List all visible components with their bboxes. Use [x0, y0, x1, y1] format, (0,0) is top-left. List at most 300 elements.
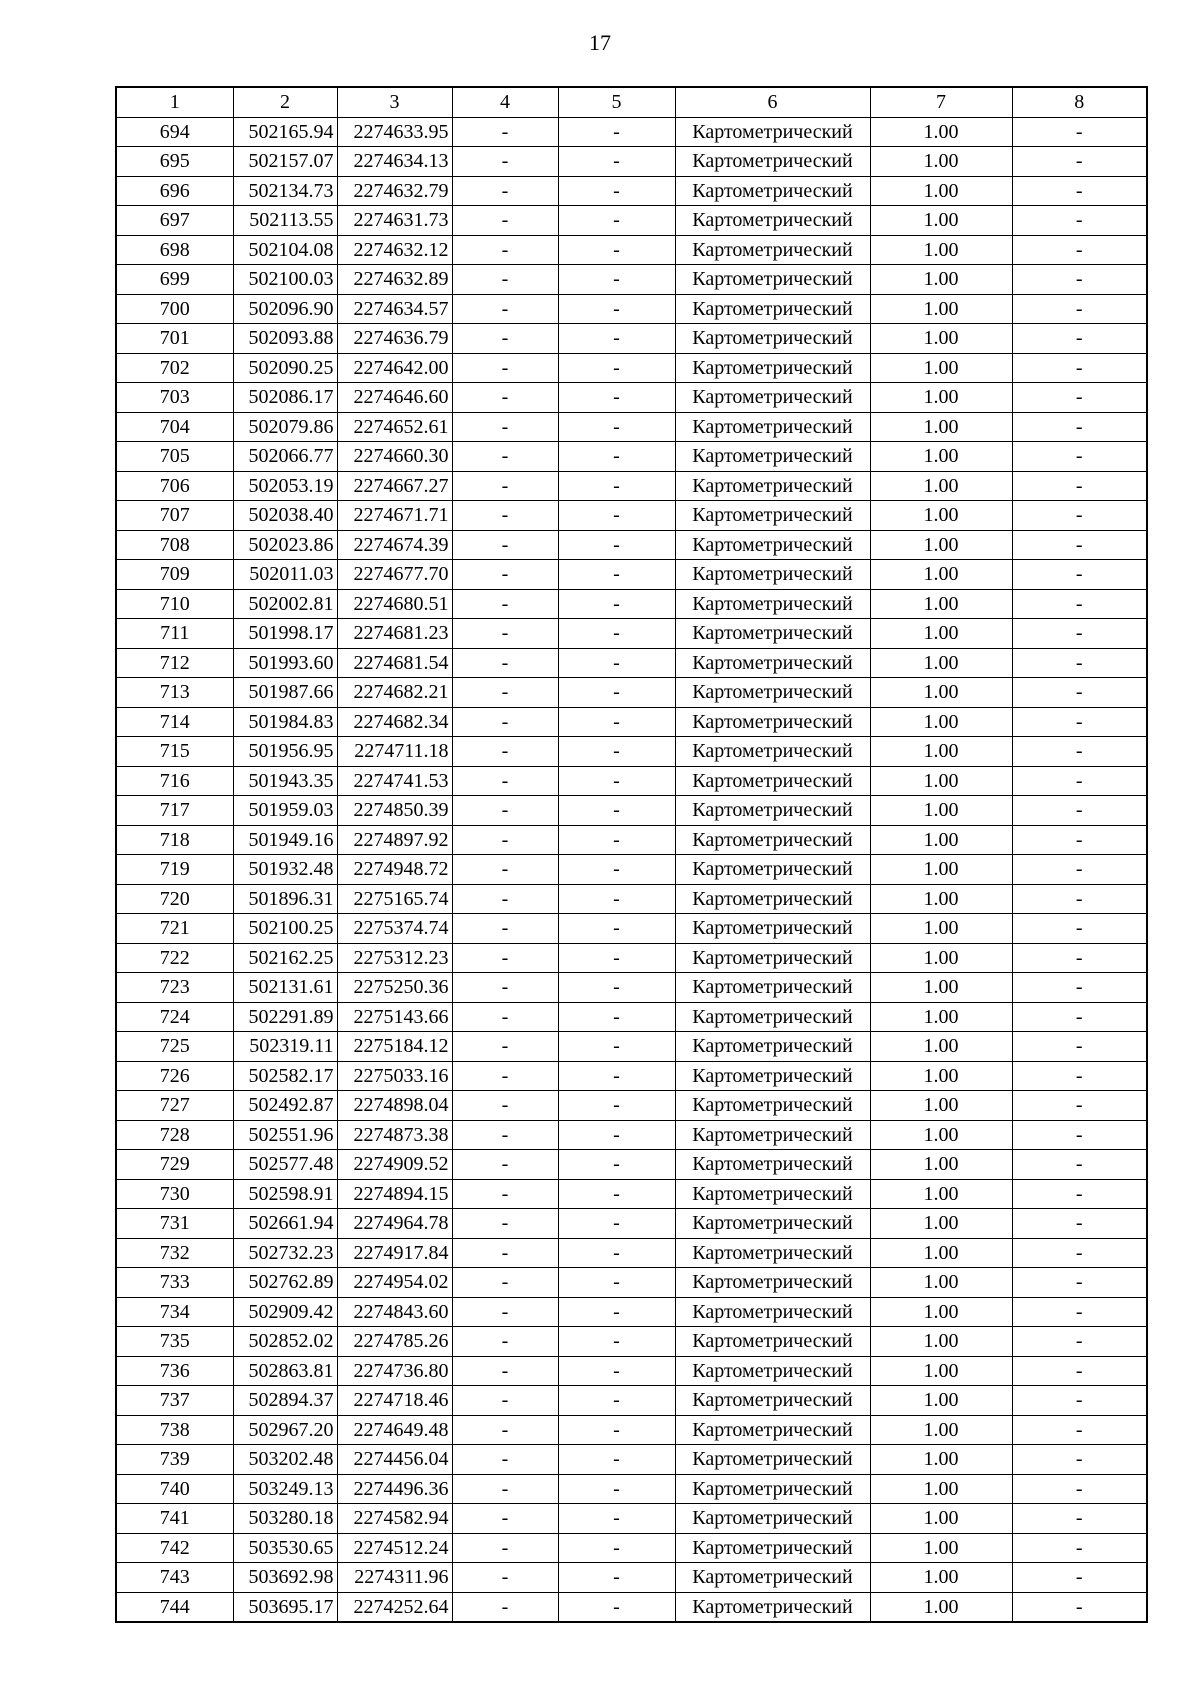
accuracy-cell: 1.00: [870, 1238, 1012, 1268]
accuracy-cell: 1.00: [870, 353, 1012, 383]
col4-cell: -: [452, 1179, 558, 1209]
y-coordinate-cell: 2274917.84: [337, 1238, 452, 1268]
col4-cell: -: [452, 294, 558, 324]
col8-cell: -: [1012, 501, 1147, 531]
table-row: [116, 206, 1147, 236]
col8-cell: -: [1012, 1415, 1147, 1445]
table-row: [116, 648, 1147, 678]
page-number: 17: [589, 30, 611, 55]
accuracy-cell: 1.00: [870, 1268, 1012, 1298]
col5-cell: -: [558, 147, 675, 177]
col4-cell: -: [452, 1445, 558, 1475]
method-cell: Картометрический: [675, 1061, 870, 1091]
y-coordinate-cell: 2274582.94: [337, 1504, 452, 1534]
accuracy-cell: 1.00: [870, 412, 1012, 442]
x-coordinate-cell: 501932.48: [233, 855, 337, 885]
col4-cell: -: [452, 589, 558, 619]
y-coordinate-cell: 2274512.24: [337, 1533, 452, 1563]
method-cell: Картометрический: [675, 471, 870, 501]
x-coordinate-cell: 502053.19: [233, 471, 337, 501]
table-row: [116, 383, 1147, 413]
col8-cell: -: [1012, 324, 1147, 354]
y-coordinate-cell: 2275250.36: [337, 973, 452, 1003]
x-coordinate-cell: 503202.48: [233, 1445, 337, 1475]
col8-cell: -: [1012, 1592, 1147, 1622]
y-coordinate-cell: 2274898.04: [337, 1091, 452, 1121]
point-number-cell: 740: [116, 1474, 233, 1504]
table-row: [116, 943, 1147, 973]
y-coordinate-cell: 2274649.48: [337, 1415, 452, 1445]
accuracy-cell: 1.00: [870, 1061, 1012, 1091]
col5-cell: -: [558, 442, 675, 472]
table-row: [116, 1563, 1147, 1593]
table-row: [116, 1504, 1147, 1534]
x-coordinate-cell: 502162.25: [233, 943, 337, 973]
y-coordinate-cell: 2274633.95: [337, 117, 452, 147]
col4-cell: -: [452, 235, 558, 265]
y-coordinate-cell: 2274632.79: [337, 176, 452, 206]
x-coordinate-cell: 502319.11: [233, 1032, 337, 1062]
col5-cell: -: [558, 265, 675, 295]
table-row: [116, 1032, 1147, 1062]
col8-cell: -: [1012, 353, 1147, 383]
method-cell: Картометрический: [675, 1415, 870, 1445]
col5-cell: -: [558, 1356, 675, 1386]
accuracy-cell: 1.00: [870, 1179, 1012, 1209]
col8-cell: -: [1012, 1209, 1147, 1239]
method-cell: Картометрический: [675, 707, 870, 737]
col8-cell: -: [1012, 265, 1147, 295]
col5-cell: -: [558, 1592, 675, 1622]
x-coordinate-cell: 502093.88: [233, 324, 337, 354]
x-coordinate-cell: 502096.90: [233, 294, 337, 324]
col4-cell: -: [452, 265, 558, 295]
col5-cell: -: [558, 1268, 675, 1298]
y-coordinate-cell: 2274897.92: [337, 825, 452, 855]
coordinates-table: [115, 86, 1148, 1623]
point-number-cell: 709: [116, 560, 233, 590]
x-coordinate-cell: 501949.16: [233, 825, 337, 855]
x-coordinate-cell: 502157.07: [233, 147, 337, 177]
method-cell: Картометрический: [675, 648, 870, 678]
y-coordinate-cell: 2275374.74: [337, 914, 452, 944]
col5-cell: -: [558, 737, 675, 767]
y-coordinate-cell: 2274850.39: [337, 796, 452, 826]
col4-cell: -: [452, 1268, 558, 1298]
method-cell: Картометрический: [675, 294, 870, 324]
col8-cell: -: [1012, 707, 1147, 737]
col4-cell: -: [452, 501, 558, 531]
y-coordinate-cell: 2274873.38: [337, 1120, 452, 1150]
col8-cell: -: [1012, 1002, 1147, 1032]
point-number-cell: 711: [116, 619, 233, 649]
accuracy-cell: 1.00: [870, 1386, 1012, 1416]
accuracy-cell: 1.00: [870, 825, 1012, 855]
method-cell: Картометрический: [675, 1238, 870, 1268]
table-row: [116, 619, 1147, 649]
col4-cell: -: [452, 206, 558, 236]
col4-cell: -: [452, 1592, 558, 1622]
method-cell: Картометрический: [675, 825, 870, 855]
x-coordinate-cell: 503280.18: [233, 1504, 337, 1534]
col4-cell: -: [452, 973, 558, 1003]
col4-cell: -: [452, 737, 558, 767]
point-number-cell: 741: [116, 1504, 233, 1534]
y-coordinate-cell: 2274680.51: [337, 589, 452, 619]
x-coordinate-cell: 502598.91: [233, 1179, 337, 1209]
table-row: [116, 1150, 1147, 1180]
col8-cell: -: [1012, 1091, 1147, 1121]
point-number-cell: 735: [116, 1327, 233, 1357]
table-row: [116, 1474, 1147, 1504]
table-row: [116, 1297, 1147, 1327]
y-coordinate-cell: 2274682.21: [337, 678, 452, 708]
accuracy-cell: 1.00: [870, 1091, 1012, 1121]
accuracy-cell: 1.00: [870, 766, 1012, 796]
col5-cell: -: [558, 235, 675, 265]
accuracy-cell: 1.00: [870, 147, 1012, 177]
col5-cell: -: [558, 1209, 675, 1239]
col8-cell: -: [1012, 1150, 1147, 1180]
method-cell: Картометрический: [675, 1533, 870, 1563]
x-coordinate-cell: 502066.77: [233, 442, 337, 472]
col8-cell: -: [1012, 176, 1147, 206]
table-row: [116, 1592, 1147, 1622]
x-coordinate-cell: 502551.96: [233, 1120, 337, 1150]
col4-cell: -: [452, 884, 558, 914]
col8-cell: -: [1012, 1474, 1147, 1504]
col5-cell: -: [558, 471, 675, 501]
col8-cell: -: [1012, 147, 1147, 177]
accuracy-cell: 1.00: [870, 1120, 1012, 1150]
col5-cell: -: [558, 530, 675, 560]
accuracy-cell: 1.00: [870, 265, 1012, 295]
table-row: [116, 825, 1147, 855]
method-cell: Картометрический: [675, 914, 870, 944]
accuracy-cell: 1.00: [870, 501, 1012, 531]
col4-cell: -: [452, 471, 558, 501]
method-cell: Картометрический: [675, 530, 870, 560]
y-coordinate-cell: 2274736.80: [337, 1356, 452, 1386]
table-row: [116, 294, 1147, 324]
col8-cell: -: [1012, 442, 1147, 472]
y-coordinate-cell: 2274634.57: [337, 294, 452, 324]
col8-cell: -: [1012, 796, 1147, 826]
y-coordinate-cell: 2274642.00: [337, 353, 452, 383]
table-row: [116, 737, 1147, 767]
table-row: [116, 1268, 1147, 1298]
table-row: [116, 855, 1147, 885]
method-cell: Картометрический: [675, 619, 870, 649]
col8-cell: -: [1012, 471, 1147, 501]
point-number-cell: 739: [116, 1445, 233, 1475]
header-cell: 8: [1012, 87, 1147, 117]
accuracy-cell: 1.00: [870, 1504, 1012, 1534]
accuracy-cell: 1.00: [870, 1415, 1012, 1445]
col8-cell: -: [1012, 884, 1147, 914]
table-row: [116, 766, 1147, 796]
x-coordinate-cell: 501956.95: [233, 737, 337, 767]
col4-cell: -: [452, 1563, 558, 1593]
x-coordinate-cell: 502291.89: [233, 1002, 337, 1032]
header-cell: 7: [870, 87, 1012, 117]
point-number-cell: 725: [116, 1032, 233, 1062]
table-row: [116, 1415, 1147, 1445]
point-number-cell: 705: [116, 442, 233, 472]
col4-cell: -: [452, 1002, 558, 1032]
table-row: [116, 1238, 1147, 1268]
method-cell: Картометрический: [675, 1297, 870, 1327]
x-coordinate-cell: 501984.83: [233, 707, 337, 737]
x-coordinate-cell: 502134.73: [233, 176, 337, 206]
method-cell: Картометрический: [675, 412, 870, 442]
x-coordinate-cell: 501896.31: [233, 884, 337, 914]
col8-cell: -: [1012, 973, 1147, 1003]
point-number-cell: 701: [116, 324, 233, 354]
accuracy-cell: 1.00: [870, 117, 1012, 147]
col5-cell: -: [558, 501, 675, 531]
col5-cell: -: [558, 206, 675, 236]
table-row: [116, 117, 1147, 147]
col4-cell: -: [452, 825, 558, 855]
y-coordinate-cell: 2274634.13: [337, 147, 452, 177]
x-coordinate-cell: 502100.25: [233, 914, 337, 944]
col4-cell: -: [452, 1209, 558, 1239]
method-cell: Картометрический: [675, 737, 870, 767]
table-row: [116, 1179, 1147, 1209]
y-coordinate-cell: 2274681.23: [337, 619, 452, 649]
y-coordinate-cell: 2274496.36: [337, 1474, 452, 1504]
method-cell: Картометрический: [675, 560, 870, 590]
col8-cell: -: [1012, 589, 1147, 619]
col4-cell: -: [452, 796, 558, 826]
method-cell: Картометрический: [675, 1445, 870, 1475]
method-cell: Картометрический: [675, 1592, 870, 1622]
accuracy-cell: 1.00: [870, 648, 1012, 678]
accuracy-cell: 1.00: [870, 1209, 1012, 1239]
col8-cell: -: [1012, 117, 1147, 147]
accuracy-cell: 1.00: [870, 560, 1012, 590]
point-number-cell: 730: [116, 1179, 233, 1209]
x-coordinate-cell: 501998.17: [233, 619, 337, 649]
col4-cell: -: [452, 117, 558, 147]
method-cell: Картометрический: [675, 1032, 870, 1062]
x-coordinate-cell: 502852.02: [233, 1327, 337, 1357]
x-coordinate-cell: 502002.81: [233, 589, 337, 619]
y-coordinate-cell: 2275143.66: [337, 1002, 452, 1032]
y-coordinate-cell: 2274718.46: [337, 1386, 452, 1416]
col5-cell: -: [558, 884, 675, 914]
y-coordinate-cell: 2274948.72: [337, 855, 452, 885]
accuracy-cell: 1.00: [870, 383, 1012, 413]
point-number-cell: 710: [116, 589, 233, 619]
method-cell: Картометрический: [675, 1474, 870, 1504]
col4-cell: -: [452, 1474, 558, 1504]
col4-cell: -: [452, 1150, 558, 1180]
col4-cell: -: [452, 1091, 558, 1121]
y-coordinate-cell: 2274632.89: [337, 265, 452, 295]
table-row: [116, 235, 1147, 265]
point-number-cell: 713: [116, 678, 233, 708]
accuracy-cell: 1.00: [870, 914, 1012, 944]
header-cell: 4: [452, 87, 558, 117]
x-coordinate-cell: 502909.42: [233, 1297, 337, 1327]
table-row: [116, 914, 1147, 944]
x-coordinate-cell: 502023.86: [233, 530, 337, 560]
point-number-cell: 742: [116, 1533, 233, 1563]
table-row: [116, 176, 1147, 206]
col4-cell: -: [452, 619, 558, 649]
point-number-cell: 694: [116, 117, 233, 147]
col5-cell: -: [558, 914, 675, 944]
point-number-cell: 699: [116, 265, 233, 295]
col5-cell: -: [558, 973, 675, 1003]
accuracy-cell: 1.00: [870, 589, 1012, 619]
col4-cell: -: [452, 943, 558, 973]
y-coordinate-cell: 2274674.39: [337, 530, 452, 560]
col4-cell: -: [452, 530, 558, 560]
col8-cell: -: [1012, 914, 1147, 944]
point-number-cell: 729: [116, 1150, 233, 1180]
x-coordinate-cell: 502967.20: [233, 1415, 337, 1445]
header-cell: 5: [558, 87, 675, 117]
accuracy-cell: 1.00: [870, 1327, 1012, 1357]
col8-cell: -: [1012, 1297, 1147, 1327]
col5-cell: -: [558, 1120, 675, 1150]
method-cell: Картометрический: [675, 1179, 870, 1209]
x-coordinate-cell: 502863.81: [233, 1356, 337, 1386]
accuracy-cell: 1.00: [870, 619, 1012, 649]
table-row: [116, 353, 1147, 383]
point-number-cell: 720: [116, 884, 233, 914]
col5-cell: -: [558, 1297, 675, 1327]
point-number-cell: 714: [116, 707, 233, 737]
col5-cell: -: [558, 1032, 675, 1062]
col8-cell: -: [1012, 294, 1147, 324]
y-coordinate-cell: 2274909.52: [337, 1150, 452, 1180]
y-coordinate-cell: 2274311.96: [337, 1563, 452, 1593]
table-row: [116, 501, 1147, 531]
method-cell: Картометрический: [675, 235, 870, 265]
col5-cell: -: [558, 766, 675, 796]
accuracy-cell: 1.00: [870, 884, 1012, 914]
table-row: [116, 412, 1147, 442]
col5-cell: -: [558, 1445, 675, 1475]
point-number-cell: 717: [116, 796, 233, 826]
accuracy-cell: 1.00: [870, 1002, 1012, 1032]
method-cell: Картометрический: [675, 884, 870, 914]
y-coordinate-cell: 2274667.27: [337, 471, 452, 501]
x-coordinate-cell: 502090.25: [233, 353, 337, 383]
col5-cell: -: [558, 707, 675, 737]
point-number-cell: 700: [116, 294, 233, 324]
col8-cell: -: [1012, 1356, 1147, 1386]
x-coordinate-cell: 502582.17: [233, 1061, 337, 1091]
y-coordinate-cell: 2274652.61: [337, 412, 452, 442]
col5-cell: -: [558, 589, 675, 619]
col4-cell: -: [452, 147, 558, 177]
col4-cell: -: [452, 1533, 558, 1563]
method-cell: Картометрический: [675, 973, 870, 1003]
x-coordinate-cell: 503530.65: [233, 1533, 337, 1563]
col5-cell: -: [558, 1061, 675, 1091]
table-row: [116, 560, 1147, 590]
table-row: [116, 1327, 1147, 1357]
x-coordinate-cell: 502661.94: [233, 1209, 337, 1239]
y-coordinate-cell: 2274681.54: [337, 648, 452, 678]
table-row: [116, 442, 1147, 472]
col4-cell: -: [452, 1327, 558, 1357]
col8-cell: -: [1012, 383, 1147, 413]
y-coordinate-cell: 2274636.79: [337, 324, 452, 354]
point-number-cell: 733: [116, 1268, 233, 1298]
col5-cell: -: [558, 619, 675, 649]
col5-cell: -: [558, 1179, 675, 1209]
col4-cell: -: [452, 914, 558, 944]
point-number-cell: 719: [116, 855, 233, 885]
method-cell: Картометрический: [675, 943, 870, 973]
col8-cell: -: [1012, 1179, 1147, 1209]
col5-cell: -: [558, 1091, 675, 1121]
col4-cell: -: [452, 1386, 558, 1416]
col4-cell: -: [452, 324, 558, 354]
table-row: [116, 265, 1147, 295]
col5-cell: -: [558, 1533, 675, 1563]
col4-cell: -: [452, 1297, 558, 1327]
accuracy-cell: 1.00: [870, 176, 1012, 206]
point-number-cell: 702: [116, 353, 233, 383]
x-coordinate-cell: 502079.86: [233, 412, 337, 442]
col8-cell: -: [1012, 1504, 1147, 1534]
col8-cell: -: [1012, 766, 1147, 796]
x-coordinate-cell: 501943.35: [233, 766, 337, 796]
y-coordinate-cell: 2274894.15: [337, 1179, 452, 1209]
table-row: [116, 1209, 1147, 1239]
table-row: [116, 1356, 1147, 1386]
col8-cell: -: [1012, 530, 1147, 560]
header-cell: 1: [116, 87, 233, 117]
x-coordinate-cell: 501993.60: [233, 648, 337, 678]
x-coordinate-cell: 503692.98: [233, 1563, 337, 1593]
point-number-cell: 716: [116, 766, 233, 796]
accuracy-cell: 1.00: [870, 1150, 1012, 1180]
x-coordinate-cell: 502894.37: [233, 1386, 337, 1416]
header-cell: 2: [233, 87, 337, 117]
point-number-cell: 695: [116, 147, 233, 177]
table-row: [116, 530, 1147, 560]
x-coordinate-cell: 502577.48: [233, 1150, 337, 1180]
y-coordinate-cell: 2274646.60: [337, 383, 452, 413]
point-number-cell: 736: [116, 1356, 233, 1386]
accuracy-cell: 1.00: [870, 943, 1012, 973]
col4-cell: -: [452, 383, 558, 413]
accuracy-cell: 1.00: [870, 1356, 1012, 1386]
x-coordinate-cell: 503695.17: [233, 1592, 337, 1622]
y-coordinate-cell: 2274252.64: [337, 1592, 452, 1622]
table-row: [116, 973, 1147, 1003]
y-coordinate-cell: 2274632.12: [337, 235, 452, 265]
col8-cell: -: [1012, 1327, 1147, 1357]
col5-cell: -: [558, 1563, 675, 1593]
point-number-cell: 724: [116, 1002, 233, 1032]
col5-cell: -: [558, 1150, 675, 1180]
table-row: [116, 678, 1147, 708]
col4-cell: -: [452, 1356, 558, 1386]
col5-cell: -: [558, 855, 675, 885]
table-row: [116, 1120, 1147, 1150]
col5-cell: -: [558, 796, 675, 826]
accuracy-cell: 1.00: [870, 442, 1012, 472]
